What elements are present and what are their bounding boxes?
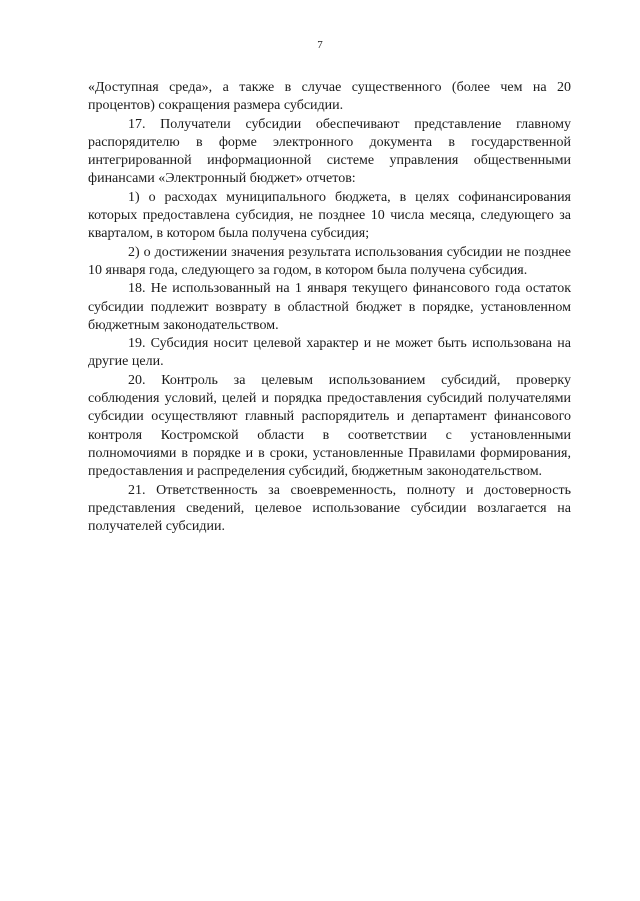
document-body xyxy=(88,79,571,536)
page-number: 7 xyxy=(317,39,323,51)
paragraph-item-21: 21. Ответственность за своевременность, полноту и достоверность представления сведений, целевое использование субсидии возлагается на получателей субсидии. xyxy=(88,482,571,535)
paragraph-item-18: 18. Не использованный на 1 января текущего финансового года остаток субсидии подлежит возврату в областной бюджет в порядке, установленном бюджетным законодательством. xyxy=(88,281,571,333)
paragraph-item-17: 17. Получатели субсидии обеспечивают представление главному распорядителю в форме электронного документа в государственной интегрированной информационной системе управления общественными финансами «Электронный бюджет» отчетов: xyxy=(88,116,571,187)
paragraph-item-19: 19. Субсидия носит целевой характер и не может быть использована на другие цели. xyxy=(88,336,571,370)
paragraph-item-17-2: 2) о достижении значения результата использования субсидии не позднее 10 января года, следующего за годом, в котором была получена субсидия. xyxy=(88,244,571,278)
paragraph-item-17-1: 1) о расходах муниципального бюджета, в целях софинансирования которых предоставлена субсидия, не позднее 10 числа месяца, следующего за кварталом, в котором была получена субсидия; xyxy=(88,189,571,242)
paragraph-continuation: «Доступная среда», а также в случае существенного (более чем на 20 процентов) сокращения размера субсидии. xyxy=(88,80,571,114)
paragraph-item-20: 20. Контроль за целевым использованием субсидий, проверку соблюдения условий, целей и порядка предоставления субсидий получателями субсидии осуществляют главный распорядитель и департамент финансового контроля Костромской области в соответствии с установленными полномочиями в порядке и в сроки, установленные Правилами формирования, предоставления и распределения субсидий, бюджетным законодательством. xyxy=(88,372,571,480)
